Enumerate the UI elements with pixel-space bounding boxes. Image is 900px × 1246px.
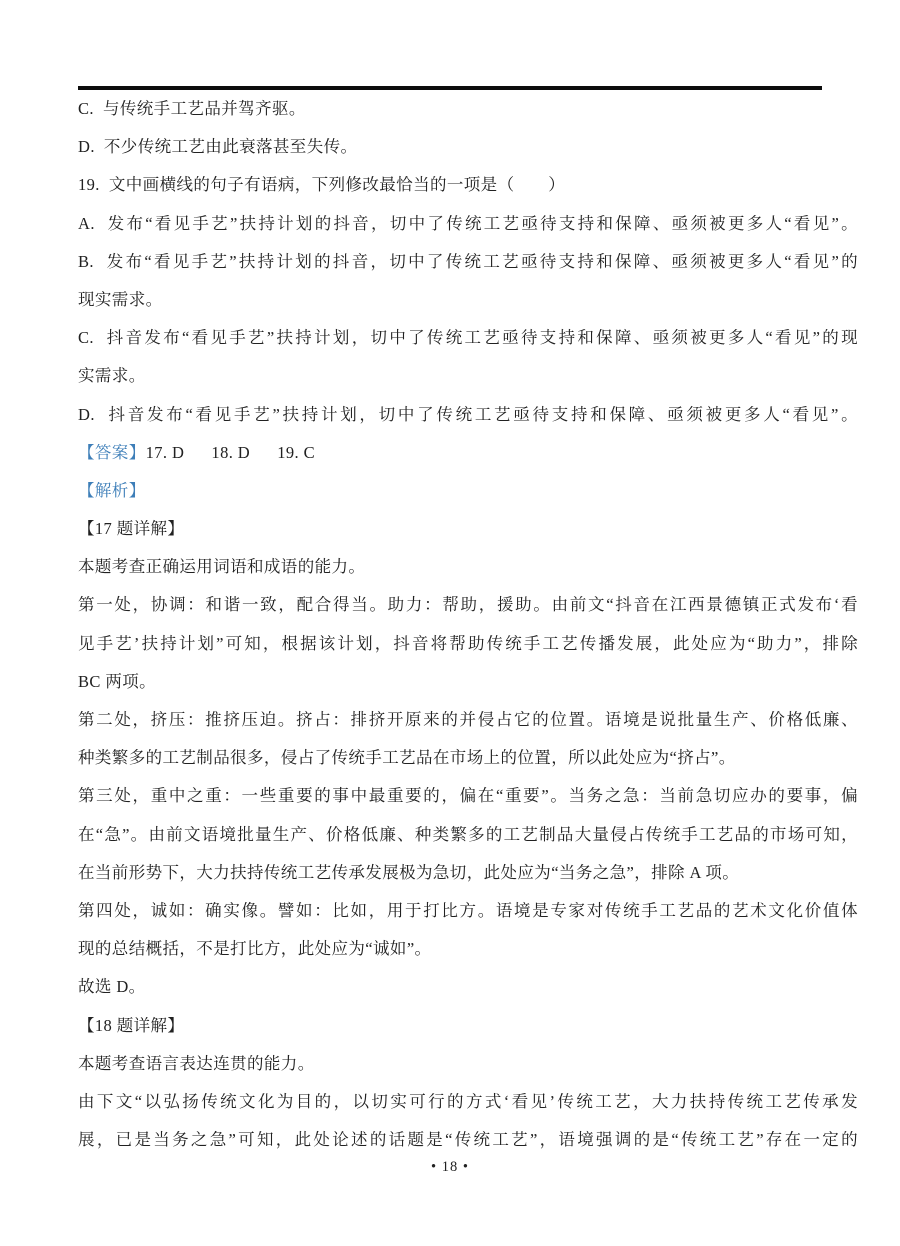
option-c-19: C. 抖音发布“看见手艺”扶持计划，切中了传统工艺亟待支持和保障、亟须被更多人“看见”的现 <box>78 328 858 348</box>
question-19-stem: 19. 文中画横线的句子有语病，下列修改最恰当的一项是（ ） <box>78 175 566 195</box>
detail-17-heading: 【17 题详解】 <box>78 519 185 539</box>
detail-17-point3-line2: 在“急”。由前文语境批量生产、价格低廉、种类繁多的工艺制品大量侵占传统手工艺品的市场可知， <box>78 824 858 844</box>
detail-18-heading: 【18 题详解】 <box>78 1015 185 1035</box>
detail-18-intro: 本题考查语言表达连贯的能力。 <box>78 1053 315 1073</box>
detail-17-conclusion: 故选 D。 <box>78 977 146 997</box>
option-b-19-wrap: 现实需求。 <box>78 289 163 309</box>
detail-17-point3-line1: 第三处，重中之重：一些重要的事中最重要的，偏在“重要”。当务之急：当前急切应办的要事，偏 <box>78 786 858 806</box>
detail-17-point4-line1: 第四处，诚如：确实像。譬如：比如，用于打比方。语境是专家对传统手工艺品的艺术文化价值体 <box>78 900 858 920</box>
detail-17-point3-line3: 在当前形势下，大力扶持传统工艺传承发展极为急切，此处应为“当务之急”，排除 A 项。 <box>78 862 740 882</box>
detail-18-body-line1: 由下文“以弘扬传统文化为目的，以切实可行的方式‘看见’传统工艺，大力扶持传统工艺传承发 <box>78 1091 858 1111</box>
detail-17-point1-line2: 见手艺’扶持计划”可知，根据该计划，抖音将帮助传统手工艺传播发展，此处应为“助力”，排除 <box>78 633 858 653</box>
detail-17-point1-line1: 第一处，协调：和谐一致，配合得当。助力：帮助，援助。由前文“抖音在江西景德镇正式发布‘看 <box>78 595 858 615</box>
answers-line <box>78 434 858 472</box>
detail-17-point2-line1: 第二处，挤压：推挤压迫。挤占：排挤开原来的并侵占它的位置。语境是说批量生产、价格低廉、 <box>78 710 858 729</box>
answers-values: 17. D 18. D 19. C <box>145 442 315 462</box>
answers-label: 【答案】 <box>78 442 146 462</box>
page-number: • 18 • <box>431 1159 469 1175</box>
analysis-label-line <box>78 472 858 510</box>
document-body <box>78 90 858 1159</box>
detail-17-intro: 本题考查正确运用词语和成语的能力。 <box>78 557 366 577</box>
option-a-19: A. 发布“看见手艺”扶持计划的抖音，切中了传统工艺亟待支持和保障、亟须被更多人“看见”。 <box>78 213 858 233</box>
option-d-19: D. 抖音发布“看见手艺”扶持计划，切中了传统工艺亟待支持和保障、亟须被更多人“看见”。 <box>78 404 858 424</box>
detail-17-point2-line2: 种类繁多的工艺制品很多，侵占了传统手工艺品在市场上的位置，所以此处应为“挤占”。 <box>78 748 736 768</box>
detail-18-body-line2: 展，已是当务之急”可知，此处论述的话题是“传统工艺”，语境强调的是“传统工艺”存在一定的 <box>78 1130 858 1150</box>
option-b-19: B. 发布“看见手艺”扶持计划的抖音，切中了传统工艺亟待支持和保障、亟须被更多人“看见”的 <box>78 251 858 271</box>
analysis-label: 【解析】 <box>78 480 146 500</box>
detail-17-point4-line2: 现的总结概括，不是打比方，此处应为“诚如”。 <box>78 939 432 959</box>
detail-17-point1-line3: BC 两项。 <box>78 671 157 691</box>
option-d-17: D. 不少传统工艺由此衰落甚至失传。 <box>78 137 358 157</box>
option-c-17: C. 与传统手工艺品并驾齐驱。 <box>78 99 306 118</box>
option-c-19-wrap: 实需求。 <box>78 366 146 386</box>
